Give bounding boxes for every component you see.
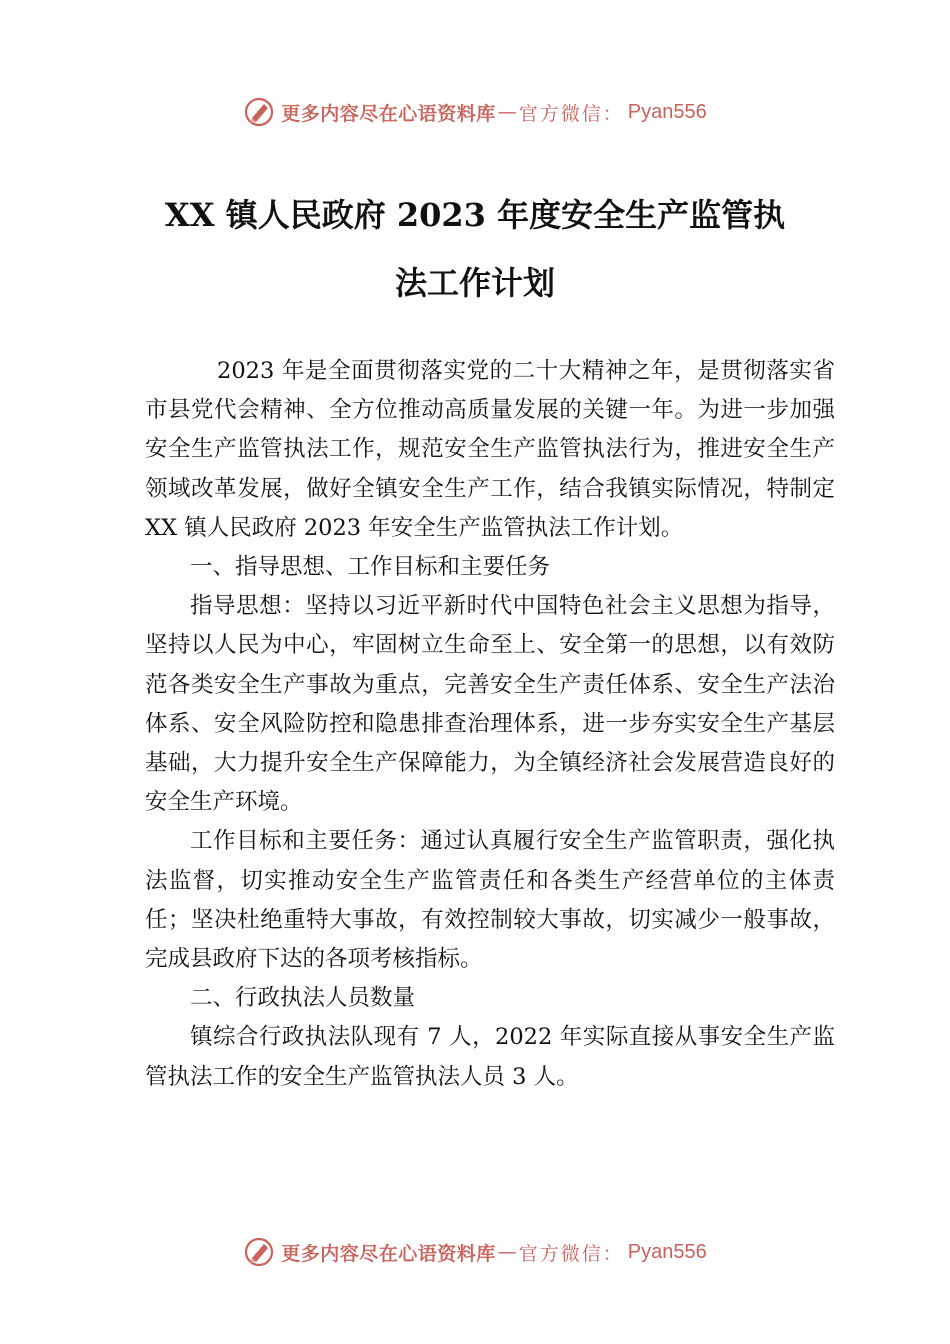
- banner-separator: —: [497, 1241, 517, 1263]
- banner-wechat-label: 官方微信：: [518, 1242, 624, 1265]
- document-title-line-1: XX 镇人民政府 2023 年度安全生产监管执: [164, 196, 786, 234]
- banner-wechat-id: Pyan556: [627, 1240, 707, 1263]
- pen-logo-icon: [243, 96, 275, 128]
- banner-text: 更多内容尽在心语资料库: [281, 102, 496, 125]
- section-heading-2: 二、行政执法人员数量: [190, 985, 416, 1012]
- banner-separator: —: [497, 101, 517, 123]
- banner-wechat-id: Pyan556: [627, 100, 707, 123]
- section-heading-1: 一、指导思想、工作目标和主要任务: [190, 554, 551, 581]
- pen-logo-icon: [243, 1236, 275, 1268]
- staff-count-paragraph: 镇综合行政执法队现有 7 人，2022 年实际直接从事安全生产监管执法工作的安全生产监管执法人员 3 人。: [145, 1024, 835, 1090]
- intro-paragraph: 2023 年是全面贯彻落实党的二十大精神之年，是贯彻落实省市县党代会精神、全方位推动高质量发展的关键一年。为进一步加强安全生产监管执法工作，规范安全生产监管执法行为，推进安全生产领域改革发展，做好全镇安全生产工作，结合我镇实际情况，特制定 XX 镇人民政府 2023 年安全生产监管执法工作计划。: [145, 358, 835, 541]
- work-goals-paragraph: 工作目标和主要任务：通过认真履行安全生产监管职责，强化执法监督，切实推动安全生产监管责任和各类生产经营单位的主体责任；坚决杜绝重特大事故，有效控制较大事故，切实减少一般事故，完成县政府下达的各项考核指标。: [145, 828, 835, 973]
- guiding-thought-paragraph: 指导思想：坚持以习近平新时代中国特色社会主义思想为指导，坚持以人民为中心，牢固树立生命至上、安全第一的思想，以有效防范各类安全生产事故为重点，完善安全生产责任体系、安全生产法治体系、安全风险防控和隐患排查治理体系，进一步夯实安全生产基层基础，大力提升安全生产保障能力，为全镇经济社会发展营造良好的安全生产环境。: [145, 593, 835, 816]
- header-banner: [0, 92, 950, 132]
- document-title-line-2: 法工作计划: [394, 264, 555, 302]
- document-body: [145, 352, 835, 1097]
- banner-text: 更多内容尽在心语资料库: [281, 1242, 496, 1265]
- footer-banner: [0, 1232, 950, 1272]
- banner-wechat-label: 官方微信：: [518, 102, 624, 125]
